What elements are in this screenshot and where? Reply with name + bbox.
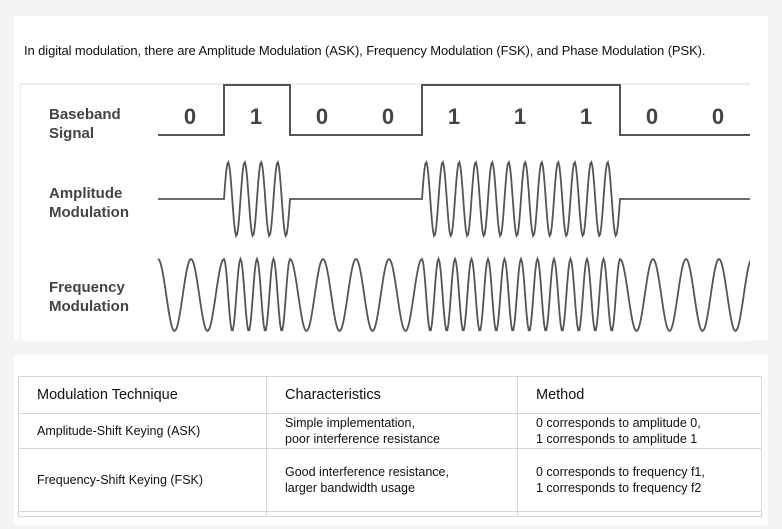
baseband-label-line1: Baseband [49, 106, 121, 123]
cell-characteristics [267, 414, 518, 449]
frequency-label-line2: Modulation [49, 298, 129, 315]
modulation-figure [20, 83, 750, 341]
bit-label: 0 [711, 104, 725, 129]
amplitude-label [49, 184, 129, 222]
bit-labels [184, 104, 724, 129]
cell-line: 1 corresponds to frequency f2 [536, 481, 702, 495]
intro-text: In digital modulation, there are Amplitude Modulation (ASK), Frequency Modulation (FSK), and Phase Modulation (PSK). [24, 43, 706, 58]
cell-method [518, 449, 762, 512]
cell-line: larger bandwidth usage [285, 481, 415, 495]
cell-technique: Amplitude-Shift Keying (ASK) [19, 414, 267, 449]
cell-line: poor interference resistance [285, 432, 440, 446]
bit-label: 0 [645, 104, 659, 129]
cell-technique: Frequency-Shift Keying (FSK) [19, 449, 267, 512]
cell-empty [267, 512, 518, 517]
cell-empty [518, 512, 762, 517]
cell-method [518, 414, 762, 449]
table-row [19, 414, 762, 449]
header-method: Method [518, 377, 762, 414]
bit-label: 0 [381, 104, 395, 129]
header-characteristics: Characteristics [267, 377, 518, 414]
amplitude-label-line2: Modulation [49, 204, 129, 221]
modulation-table [18, 376, 762, 517]
cell-empty [19, 512, 267, 517]
frequency-label-line1: Frequency [49, 279, 125, 296]
cell-characteristics [267, 449, 518, 512]
modulation-waveforms [20, 83, 750, 341]
cell-line: 1 corresponds to amplitude 1 [536, 432, 698, 446]
bit-label: 1 [513, 104, 527, 129]
cell-line: Good interference resistance, [285, 465, 449, 479]
cell-line: 0 corresponds to amplitude 0, [536, 416, 701, 430]
bit-label: 0 [315, 104, 329, 129]
frequency-modulation-wave [158, 259, 750, 331]
bit-label: 1 [579, 104, 593, 129]
cell-line: 0 corresponds to frequency f1, [536, 465, 705, 479]
baseband-label-line2: Signal [49, 125, 95, 142]
bit-label: 1 [447, 104, 461, 129]
amplitude-modulation-wave [158, 162, 750, 236]
table-row-partial [19, 512, 762, 517]
table-header-row [19, 377, 762, 414]
bit-label: 0 [183, 104, 197, 129]
frequency-label [49, 278, 129, 316]
table-row [19, 449, 762, 512]
bit-label: 1 [249, 104, 263, 129]
cell-line: Simple implementation, [285, 416, 415, 430]
baseband-label [49, 105, 121, 143]
header-technique: Modulation Technique [19, 377, 267, 414]
amplitude-label-line1: Amplitude [49, 185, 123, 202]
